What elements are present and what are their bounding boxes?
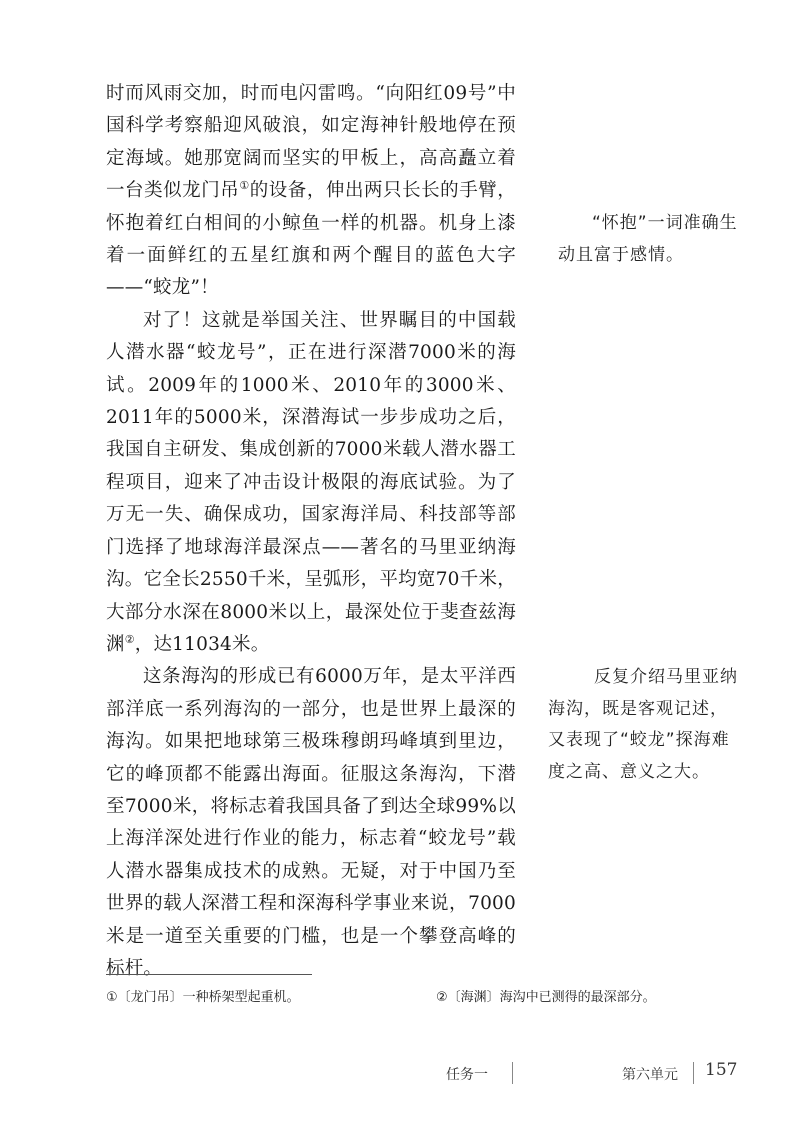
page-number: 157 xyxy=(705,1060,738,1080)
paragraph-3: 这条海沟的形成已有6000万年，是太平洋西部洋底一系列海沟的一部分，也是世界上最深的海沟。如果把地球第三极珠穆朗玛峰填到里边，它的峰顶都不能露出海面。征服这条海沟，下潜至7000米，将标志着我国具备了到达全球99%以上海洋深处进行作业的能力，标志着“蛟龙号”载人潜水器集成技术的成熟。无疑，对于中国乃至世界的载人深潜工程和深海科学事业来说，7000米是一道至关重要的门槛，也是一个攀登高峰的标杆。 xyxy=(106,666,516,979)
paragraph-2 xyxy=(106,305,516,661)
footer-separator-2 xyxy=(693,1062,694,1084)
paragraph-2-text-a: 对了！这就是举国关注、世界瞩目的中国载人潜水器“蛟龙号”，正在进行深潜7000米的海试。2009年的1000米、2010年的3000米、2011年的5000米，深潜海试一步步成功之后，我国自主研发、集成创新的7000米载人潜水器工程项目，迎来了冲击设计极限的海底试验。为了万无一失、确保成功，国家海洋局、科技部等部门选择了地球海洋最深点——著名的马里亚纳海沟。它全长2550千米，呈弧形，平均宽70千米，大部分水深在8000米以上，最深处位于斐查兹海渊 xyxy=(106,309,516,655)
footnote-marker-2: ② xyxy=(124,632,135,646)
main-text xyxy=(106,78,516,985)
paragraph-1-text-a: 时而风雨交加，时而电闪雷鸣。“向阳红09号”中国科学考察船迎风破浪，如定海神针般地停在预定海域。她那宽阔而坚实的甲板上，高高矗立着一台类似龙门吊 xyxy=(106,83,516,202)
paragraph-1-text-b: 的设备，伸出两只长长的手臂，怀抱着红白相间的小鲸鱼一样的机器。机身上漆着一面鲜红的五星红旗和两个醒目的蓝色大字——“蛟龙”！ xyxy=(106,180,516,299)
paragraph-1 xyxy=(106,78,516,305)
margin-note-1: “怀抱”一词准确生动且富于感情。 xyxy=(558,213,738,265)
footer-separator-1 xyxy=(512,1062,513,1084)
margin-note-2: 反复介绍马里亚纳海沟，既是客观记述，又表现了“蛟龙”探海难度之高、意义之大。 xyxy=(548,667,738,782)
footer-task-label: 任务一 xyxy=(446,1067,488,1083)
footnote-marker-1: ① xyxy=(239,179,250,193)
paragraph-2-text-b: ，达11034米。 xyxy=(134,633,270,655)
footer-unit-label: 第六单元 xyxy=(622,1067,678,1083)
footnote-divider xyxy=(106,974,312,975)
footnote-1: ①〔龙门吊〕一种桥架型起重机。 xyxy=(106,990,300,1005)
footnote-2: ②〔海渊〕海沟中已测得的最深部分。 xyxy=(436,990,656,1005)
